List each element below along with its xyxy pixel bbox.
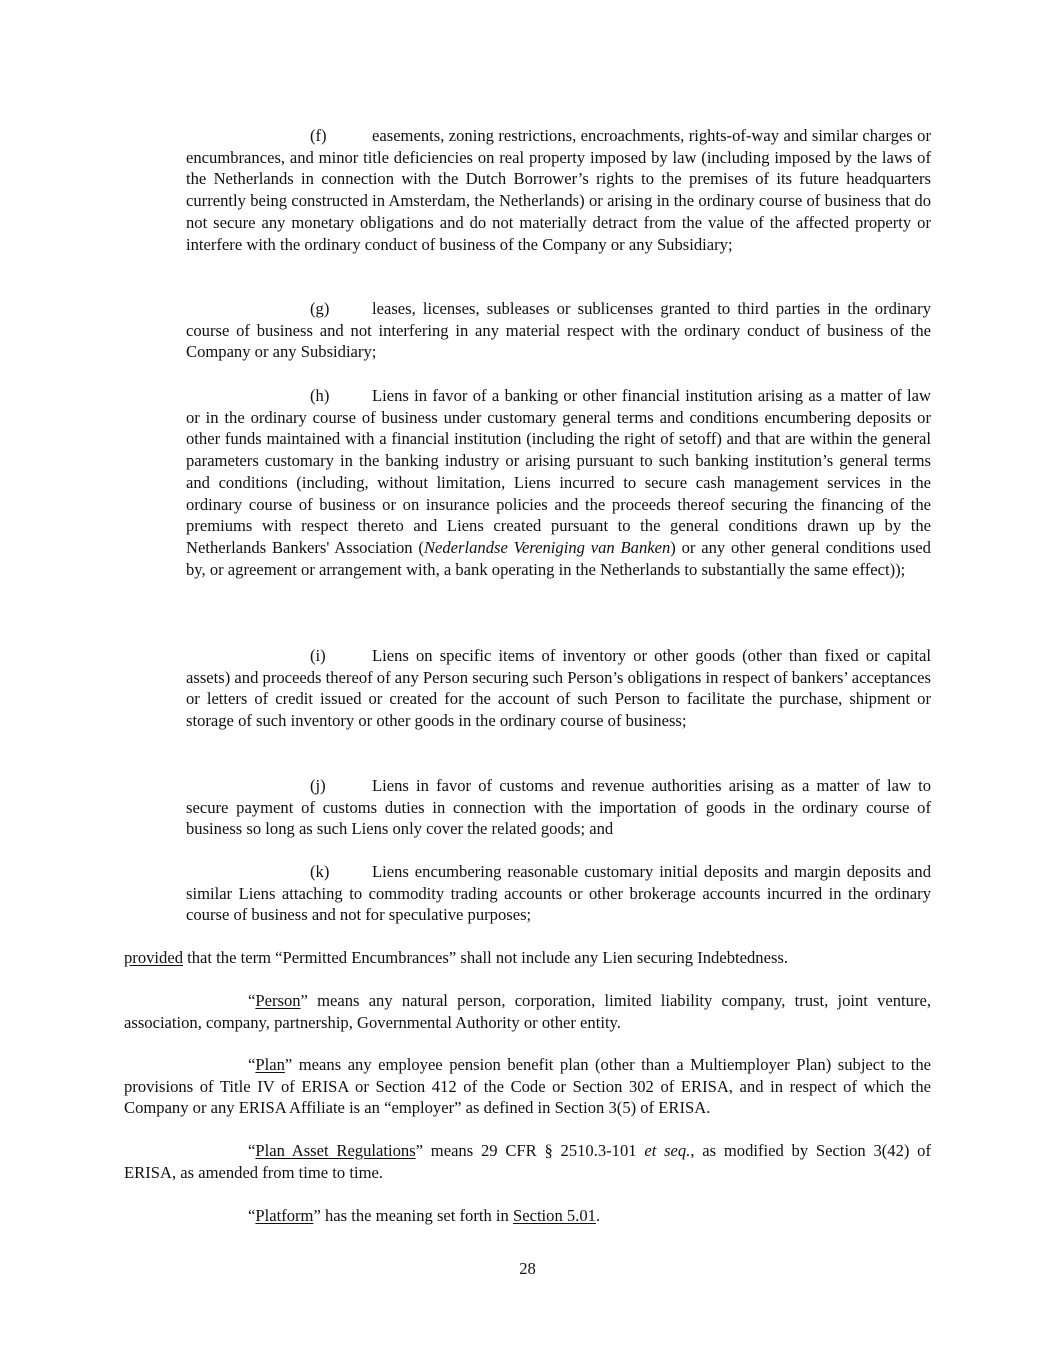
proviso-keyword: provided — [124, 948, 183, 967]
clause-label: (g) — [310, 299, 330, 318]
clause-g — [186, 298, 931, 363]
definition-text: , as modified by Section 3(42) of ERISA, as amended from time to time. — [124, 1141, 931, 1182]
defined-term: Platform — [255, 1206, 314, 1225]
definition-text: ” means any natural person, corporation, limited liability company, trust, joint venture, association, company, partnership, Governmental Authority or other entity. — [124, 991, 931, 1032]
proviso-paragraph — [124, 947, 931, 969]
clause-h — [186, 385, 931, 580]
definition-text: . — [595, 1206, 601, 1225]
definition-text: ” means any employee pension benefit plan (other than a Multiemployer Plan) subject to the provisions of Title IV of ERISA or Section 412 of the Code or Section 302 of ERISA, and in respect of which the Company or any ERISA Affiliate is an “employer” as defined in Section 3(5) of ERISA. — [124, 1055, 931, 1118]
clause-label: (h) — [310, 386, 330, 405]
definition-person — [124, 990, 931, 1033]
clause-i — [186, 645, 931, 732]
clause-text: ) or any other general conditions used by, or agreement or arrangement with, a bank operating in the Netherlands to substantially the same effect)); — [186, 537, 931, 579]
proviso-text: that the term “Permitted Encumbrances” shall not include any Lien securing Indebtedness. — [183, 948, 789, 967]
open-quote: “ — [248, 1055, 256, 1074]
clause-text: Liens in favor of customs and revenue authorities arising as a matter of law to secure payment of customs duties in connection with the importation of goods in the ordinary course of business so long as such Liens only cover the related goods; and — [186, 776, 931, 839]
clause-label: (k) — [310, 862, 330, 881]
defined-term: Person — [255, 991, 301, 1010]
definition-plan-asset-regulations — [124, 1140, 931, 1183]
clause-j — [186, 775, 931, 840]
clause-label: (f) — [310, 126, 327, 145]
definition-plan — [124, 1054, 931, 1119]
section-reference: Section 5.01 — [512, 1206, 596, 1225]
clause-italic-term: Nederlandse Vereniging van Banken — [423, 537, 671, 557]
clause-text: leases, licenses, subleases or sublicenses granted to third parties in the ordinary course of business and not interfering in any material respect with the ordinary conduct of business of the Company or any Subsidiary; — [186, 299, 931, 362]
clause-text: easements, zoning restrictions, encroachments, rights-of-way and similar charges or encumbrances, and minor title deficiencies on real property imposed by law (including imposed by the laws of the Netherlands in connection with the Dutch Borrower’s rights to the premises of its future headquarters currently being constructed in Amsterdam, the Netherlands) or arising in the ordinary course of business that do not secure any monetary obligations and do not materially detract from the value of the affected property or interfere with the ordinary conduct of business of the Company or any Subsidiary; — [186, 126, 931, 254]
clause-f — [186, 125, 931, 255]
clause-text: Liens in favor of a banking or other financial institution arising as a matter of law or in the ordinary course of business under customary general terms and conditions encumbering deposits or other funds maintained with a financial institution (including the right of setoff) and that are within the general parameters customary in the banking industry or arising pursuant to such banking institution’s general terms and conditions (including, without limitation, Liens incurred to secure cash management services in the ordinary course of business or on insurance policies and the proceeds thereof securing the financing of the premiums with respect thereto and Liens created pursuant to the general conditions drawn up by the Netherlands Bankers' Association ( — [186, 386, 931, 557]
clause-label: (i) — [310, 646, 326, 665]
definition-text: ” means 29 CFR § 2510.3-101 — [415, 1141, 645, 1160]
definition-platform — [124, 1205, 931, 1227]
clause-k — [186, 861, 931, 926]
clause-text: Liens encumbering reasonable customary initial deposits and margin deposits and similar Liens attaching to commodity trading accounts or other brokerage accounts incurred in the ordinary course of business and not for speculative purposes; — [186, 862, 931, 925]
open-quote: “ — [248, 1141, 256, 1160]
open-quote: “ — [248, 1206, 256, 1225]
open-quote: “ — [248, 991, 256, 1010]
defined-term: Plan — [255, 1055, 285, 1074]
page-number: 28 — [519, 1259, 536, 1278]
definition-italic: et seq. — [644, 1141, 691, 1160]
clause-text: Liens on specific items of inventory or other goods (other than fixed or capital assets) and proceeds thereof of any Person securing such Person’s obligations in respect of bankers’ acceptances or letters of credit issued or created for the account of such Person to facilitate the purchase, shipment or storage of such inventory or other goods in the ordinary course of business; — [186, 646, 931, 731]
defined-term: Plan Asset Regulations — [255, 1141, 416, 1160]
clause-label: (j) — [310, 776, 326, 795]
definition-text: ” has the meaning set forth in — [313, 1206, 513, 1225]
